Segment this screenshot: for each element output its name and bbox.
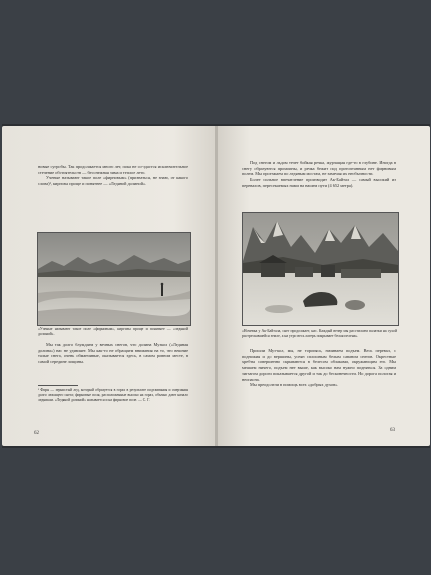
right-photo	[242, 212, 399, 326]
right-page-number: 63	[390, 428, 395, 433]
left-photo	[37, 232, 191, 326]
right-paragraph-4: Мы преодолели в помощь всех «добрых духов».	[250, 382, 339, 388]
mountain-camp-photo	[243, 213, 398, 325]
right-photo-caption: «Ночевка у Ак-Байтала, снег продолжает, нас. Каждый вечер мы расстилаем палатки на сухой растрескавшейся земле, а на утро весь лагерь покрывает белая пелена».	[242, 329, 397, 338]
open-book	[2, 124, 430, 448]
left-photo-caption: «Ученые называют такое поле «фирновым», киргизы проще и понятнее — «ледяной долиной».	[38, 327, 188, 336]
right-paragraph-1: Под снегом и льдом течет бойкая речка, журчащая где-то в глубине. Иногда в снегу образуются промоины, и речка бежит под протоптанным нет фирновым полем. Мы проезжаем по ледяным мостам, не замечая их необычности.	[242, 160, 396, 177]
right-paragraph-3: Прошли Муз-кол, мы, не торопясь, начинаем подъем. Весь перевал, с подножия и до вершины, усеян сплошным белым саваном снегов. Окрестные хребты совершенно скрываются в белесом облаками, окружающим его. Мы мешаем ничего, подъем нее выше, как высоко нам нужно подняться. За одним зигзагом дороги показывается другой и так до бесконечности. Но дорога пологая и неопасна.	[242, 348, 396, 382]
right-paragraph-2: Более сильное впечатление производит Ак-Байтал — самый высокий из перевалов, пересекаемых нами на нашем пути (4 652 метра).	[242, 177, 396, 188]
right-text-top	[242, 160, 396, 189]
left-text-bottom	[38, 342, 188, 365]
left-paragraph-3: Мы так долго блуждаем у вечных снегов, что долина Музкол («Ледяная долина») нас не удивляет. Мы как-то не обращаем внимания на то, что вешние талые снега, очень обманчивые, оказывается здесь, в самом ровном месте, в самой середине лощины.	[38, 342, 188, 365]
glacier-valley-photo	[38, 233, 190, 325]
left-page-number: 62	[34, 431, 39, 436]
right-page	[218, 126, 430, 446]
footnote-rule	[38, 385, 78, 386]
left-footnote: ¹ Фирн — зернистый лед, который образуется в горах в результате подтаивания и смерзания долго лежащего снега; фирновые поля, расположенные высоко на горах, обычно дают начало ледникам. «Ледяной долиной» называется и на фирновое поле. — С. Г.	[38, 388, 188, 402]
left-page	[2, 126, 216, 446]
left-paragraph-2: Ученые называют такое поле «фирновым» (признаться, не знаю, от какого слова)¹, киргизы проще и понятнее — «Ледяной долиной».	[38, 175, 188, 187]
left-text-top	[38, 164, 188, 187]
right-text-bottom	[242, 348, 396, 388]
left-paragraph-1: новые сугробы. Так продолжается много лет, пока не со-здастся исключительное стечение обстоятельств — бесснежная зима и теплое лето.	[38, 164, 188, 175]
